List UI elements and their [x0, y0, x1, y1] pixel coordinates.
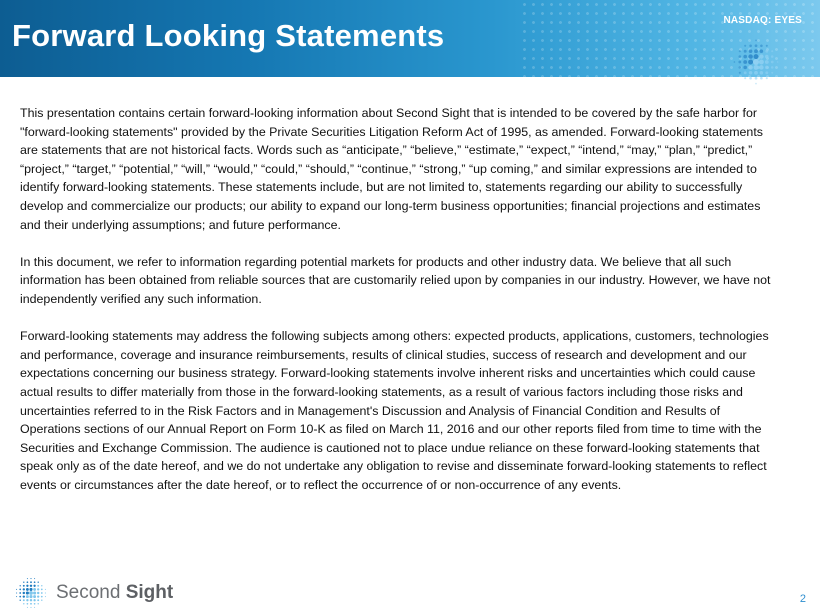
paragraph-safe-harbor: This presentation contains certain forward-looking information about Second Sight that is intended to be covered by the safe harbor for "forward-looking statements" provided by the Private Securities Litigation Reform Act of 1995, as amended. Forward-looking statements are statements that are not historical facts. Words such as “anticipate,” “believe,” “estimate,” “expect,” “intend,” “may,” “plan,” “predict,” “project,” “target,” “potential,” “will,” “would,” “could,” “should,” “continue,” “strong,” “up coming,” and similar expressions are intended to identify forward-looking statements. These statements include, but are not limited to, statements regarding our ability to successfully develop and commercialize our products; our ability to expand our long-term business opportunities; financial projections and estimates and their underlying assumptions; and future performance. — [20, 106, 763, 232]
ticker-label: NASDAQ: EYES — [723, 15, 802, 26]
page-number: 2 — [799, 593, 806, 605]
logo-word-sight: Sight — [125, 582, 174, 603]
logo-dot-icon — [14, 576, 50, 610]
logo-wordmark — [56, 582, 173, 604]
company-logo — [14, 576, 184, 610]
paragraph-market-data: In this document, we refer to information regarding potential markets for products and other industry data. We believe that all such information has been obtained from reliable sources that are customarily relied upon by companies in our industry. However, we have not independently verified any such information. — [20, 254, 771, 306]
header-banner — [0, 0, 820, 77]
logo-word-second: Second — [56, 582, 121, 603]
dotted-globe-icon — [716, 36, 796, 98]
page-title: Forward Looking Statements — [12, 18, 445, 53]
body-text — [20, 104, 772, 513]
paragraph-risk-factors: Forward-looking statements may address the following subjects among others: expected products, applications, customers, technologies and performance, coverage and insurance reimbursements, results of clinical studies, success of research and development and our expectations concerning our business strategy. Forward-looking statements involve inherent risks and uncertainties which could cause actual results to differ materially from those in the forward-looking statements, as a result of various factors including those risks and uncertainties referred to in the Risk Factors and in Management's Discussion and Analysis of Financial Condition and Results of Operations sections of our Annual Report on Form 10-K as filed on March 11, 2016 and our other reports filed from time to time with the Securities and Exchange Commission. The audience is cautioned not to place undue reliance on these forward-looking statements that speak only as of the date hereof, and we do not undertake any obligation to revise and disseminate forward-looking statements to reflect events or circumstances after the date hereof, or to reflect the occurrence of or non-occurrence of any events. — [20, 329, 769, 492]
